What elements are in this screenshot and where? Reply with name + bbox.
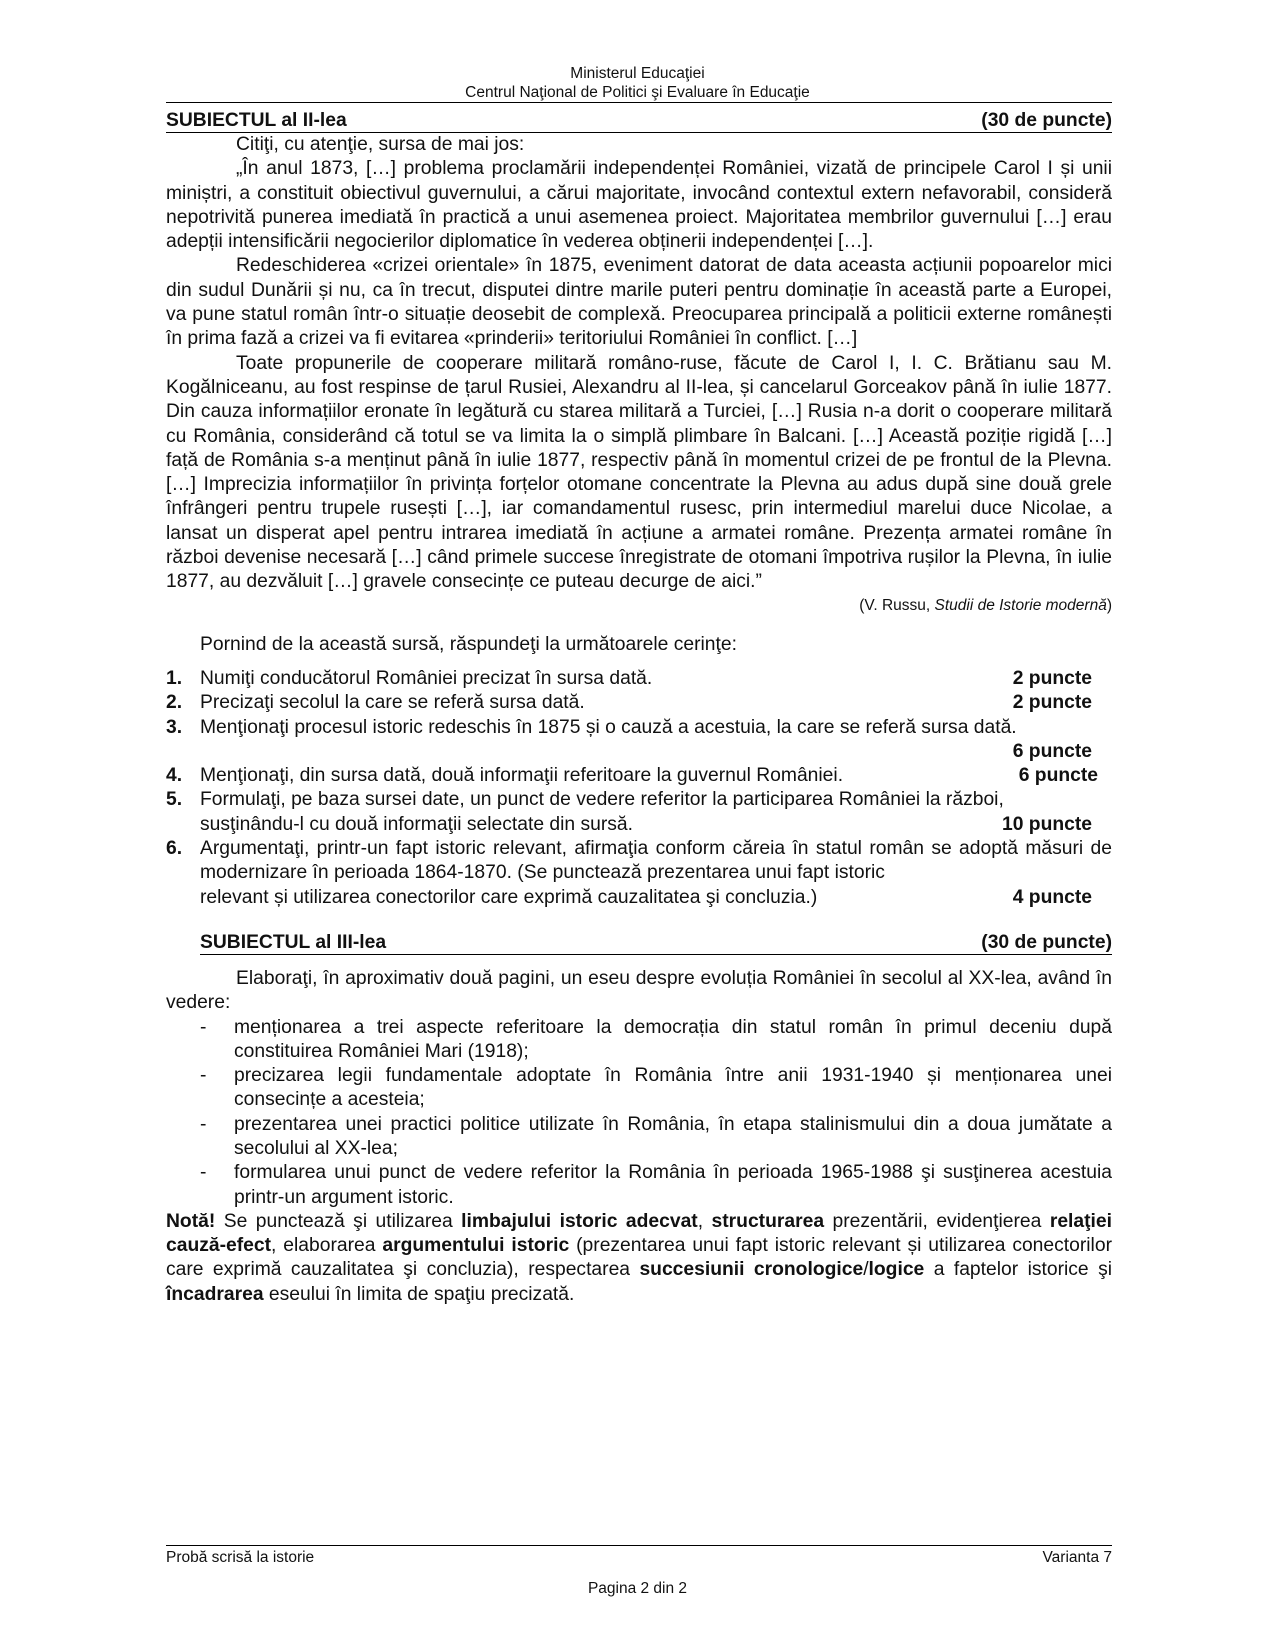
question-points: 4 puncte [1012,886,1092,908]
note-text: Se punctează şi utilizarea [215,1210,462,1232]
question-text-continued: relevant și utilizarea conectorilor care exprimă cauzalitatea şi concluzia.) [200,886,818,908]
essay-intro: Elaboraţi, în aproximativ două pagini, un eseu despre evoluția României în secolul al XX-lea, având în vedere: [166,967,1112,1014]
question-number: 4. [166,765,183,787]
question-text: Precizaţi secolul la care se referă sursa dată. [200,692,585,714]
question-text-continued: susţinându-l cu două informaţii selectate din sursă. [200,813,633,835]
header-divider [166,102,1112,103]
footer-exam-name: Probă scrisă la istorie [166,1549,315,1566]
question-number: 6. [166,838,183,860]
subject-3-title: SUBIECTUL al III-lea [200,931,387,953]
essay-requirement-2 [200,1064,1112,1113]
questions-list [166,667,1112,910]
question-2 [166,691,1112,715]
question-points: 6 puncte [1018,765,1098,787]
note-emphasis: succesiunii cronologice [639,1259,864,1281]
header-center: Centrul Naţional de Politici şi Evaluare în Educaţie [465,84,810,101]
footer-variant: Varianta 7 [1042,1549,1112,1566]
note-text: a faptelor istorice şi [924,1259,1112,1281]
question-4 [166,764,1112,788]
question-number: 5. [166,789,183,811]
grading-note [166,1210,1112,1307]
note-text: , elaborarea [271,1235,383,1257]
subject-2-heading [166,110,1112,133]
requirement-text: precizarea legii fundamentale adoptate în România între anii 1931-1940 și menționarea unei consecințe a acesteia; [234,1065,1112,1111]
note-label: Notă! [166,1210,216,1232]
essay-requirements [166,1016,1112,1210]
question-number: 2. [166,692,183,714]
document-footer [166,1549,1112,1567]
question-number: 3. [166,716,183,738]
requirement-text: formularea unui punct de vedere referitor la România în perioada 1965-1988 şi susţinerea acestuia printr-un argument istoric. [234,1162,1112,1208]
footer-divider [166,1545,1112,1546]
question-text: Menţionaţi, din sursa dată, două informaţii referitoare la guvernul României. [200,765,844,787]
question-points: 6 puncte [1012,740,1092,762]
requirement-text: prezentarea unei practici politice utilizate în România, în etapa stalinismului din a doua jumătate a secolului al XX-lea; [234,1113,1112,1159]
source-citation [166,595,1112,617]
citation-title: Studii de Istorie modernă [934,596,1107,614]
header-ministry: Ministerul Educaţiei [570,65,705,82]
note-emphasis: argumentului istoric [382,1235,570,1257]
question-3 [166,716,1112,765]
source-paragraph-3: Toate propunerile de cooperare militară româno-ruse, făcute de Carol I, I. C. Brătianu sau M. Kogălniceanu, au fost respinse de țarul Rusiei, Alexandru al II-lea, și cancelarul Gorceakov până în iulie 1877. Din cauza informațiilor eronate în legătură cu starea militară a Turciei, […] Rusia n-a dorit o cooperare militară cu România, considerând că totul se va limita la o simplă plimbare în Balcani. […] Această poziție rigidă […] față de România s-a menținut până în iulie 1877, respectiv până în momentul crizei de pe frontul de la Plevna. […] Imprecizia informațiilor în privința forțelor otomane concentrate la Plevna au adus după sine două grele înfrângeri pentru trupele rusești […], iar comandamentul rusesc, prin intermediul marelui duce Nicolae, a lansat un disperat apel pentru intrarea imediată în acțiune a armatei române. Prezența armatei române în război devenise necesară […] când primele succese înregistrate de otomani împotriva rușilor la Plevna, în iulie 1877, au dezvăluit […] gravele consecințe ce puteau decurge de aici.” [166,352,1112,593]
requirement-text: menționarea a trei aspecte referitoare la democrația din statul român în primul deceniu după constituirea României Mari (1918); [234,1016,1112,1062]
source-instruction: Citiţi, cu atenţie, sursa de mai jos: [236,134,525,155]
question-points: 10 puncte [1001,813,1092,835]
question-points: 2 puncte [1012,667,1092,689]
note-text: prezentării, evidenţierea [824,1210,1050,1232]
bullet-dash: - [200,1113,207,1135]
subject-2-points: (30 de puncte) [981,110,1112,131]
note-text: (prezentarea unui fapt istoric relevant și utilizarea conectorilor care exprimă cauzalitatea şi concluzia), respectarea [166,1235,1112,1281]
note-text: / [863,1259,869,1281]
bullet-dash: - [200,1016,207,1038]
page-number: Pagina 2 din 2 [587,1580,688,1597]
question-number: 1. [166,667,183,689]
essay-requirement-3 [200,1113,1112,1162]
essay-requirement-4 [200,1161,1112,1210]
document-header [0,64,1275,102]
subject-2-title: SUBIECTUL al II-lea [166,110,347,131]
subject-3-heading [200,932,1112,955]
bullet-dash: - [200,1065,207,1087]
essay-requirement-1 [200,1016,1112,1065]
note-emphasis: încadrarea [166,1283,264,1305]
note-text: , [697,1210,712,1232]
question-text: Menţionaţi procesul istoric redeschis în 1875 și o cauză a acestuia, la care se referă sursa dată. [200,716,1017,738]
source-paragraph-1: „În anul 1873, […] problema proclamării independenței României, vizată de principele Carol I și unii miniștri, a constituit obiectivul guvernului, a cărui majoritate, invocând contextul extern nefavorabil, consideră nepotrivită punerea imediată în practică a unui asemenea proiect. Majoritatea membrilor guvernului […] erau adepții intensificării negocierilor diplomatice în vederea obținerii independenței […]. [166,158,1112,253]
note-emphasis: relaţiei cauză-efect [166,1210,1112,1257]
question-1 [166,667,1112,691]
questions-intro: Pornind de la această sursă, răspundeţi la următoarele cerinţe: [200,633,737,655]
citation-author: (V. Russu, [859,596,935,614]
citation-close: ) [1106,596,1112,614]
question-text: Numiţi conducătorul României precizat în sursa dată. [200,667,653,689]
question-text: Formulaţi, pe baza sursei date, un punct de vedere referitor la participarea României la război, [200,789,1004,811]
note-text: eseului în limita de spaţiu precizată. [263,1283,575,1305]
question-5 [166,788,1112,837]
note-emphasis: limbajului istoric adecvat [461,1210,698,1232]
source-paragraph-2: Redeschiderea «crizei orientale» în 1875, eveniment datorat de data aceasta acțiunii popoarelor mici din sudul Dunării și nu, ca în trecut, disputei dintre marile puteri pentru dominație în această parte a Europei, va pune statul român într-o situație deosebit de complexă. Preocuparea principală a politicii externe românești în prima fază a crizei va fi evitarea «prinderii» teritoriului României în conflict. […] [166,255,1112,350]
question-text: Argumentaţi, printr-un fapt istoric relevant, afirmaţia conform căreia în statul român se adoptă măsuri de modernizare în perioada 1864-1870. (Se punctează prezentarea unui fapt istoric [200,838,1112,884]
question-points: 2 puncte [1012,692,1092,714]
bullet-dash: - [200,1162,207,1184]
subject-3-points: (30 de puncte) [981,931,1112,953]
question-6 [166,837,1112,910]
note-emphasis: structurarea [711,1210,825,1232]
page-content [166,110,1112,1307]
note-emphasis: logice [868,1259,925,1281]
